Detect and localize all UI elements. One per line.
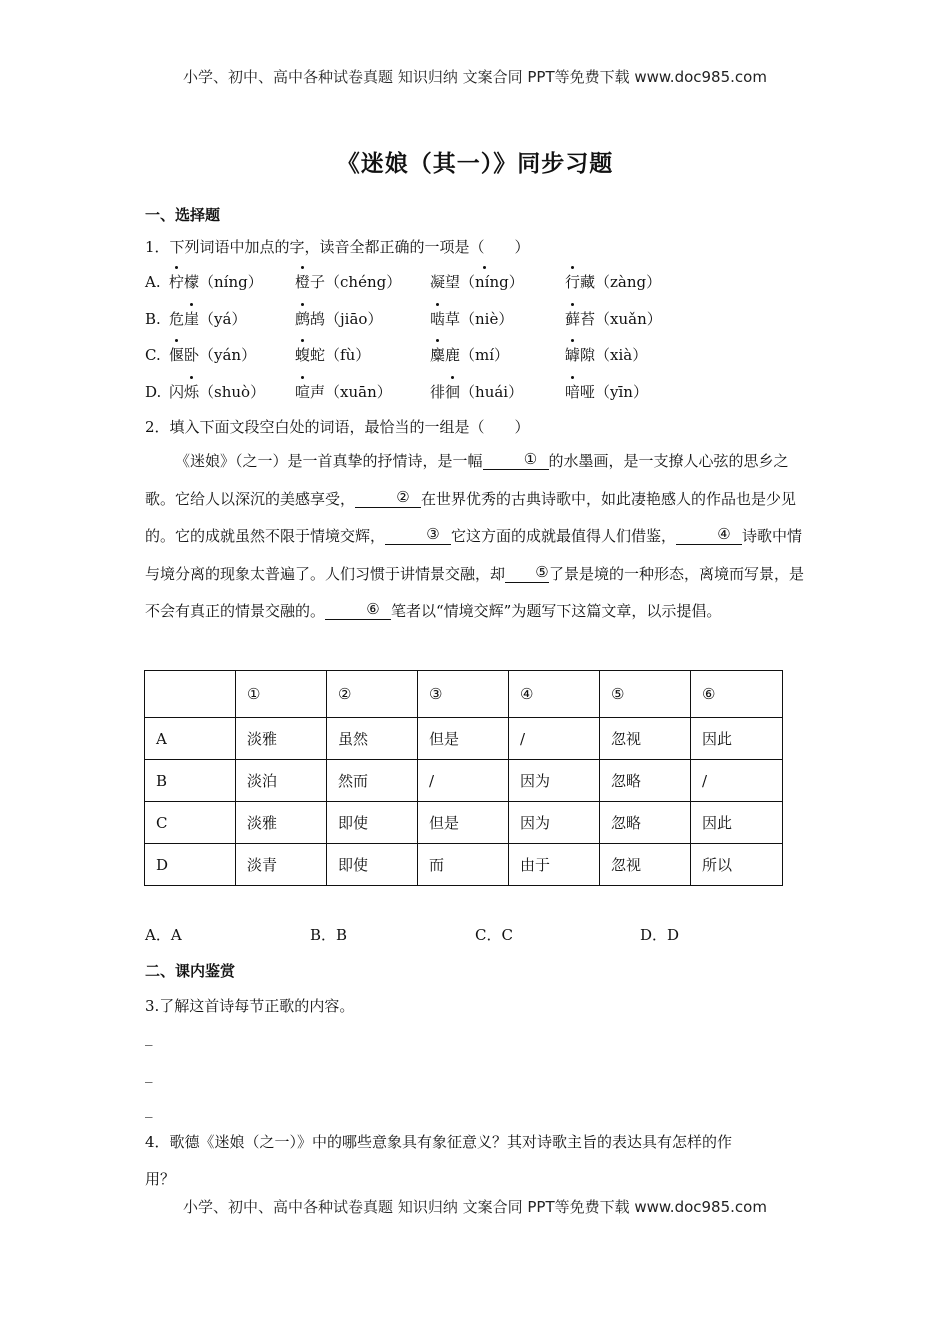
table-cell: 但是	[418, 802, 509, 844]
pinyin: （shuò）	[199, 383, 266, 401]
dotted-char: 望（níng）	[445, 269, 524, 295]
answer-line: _	[145, 1028, 153, 1046]
dotted-char: 橙	[295, 269, 310, 295]
blank-2: ②	[355, 487, 421, 508]
blank-4: ④	[676, 524, 742, 545]
pinyin: （huái）	[460, 383, 524, 401]
option-label: A.	[145, 273, 161, 291]
answer-option-c: C．C	[475, 926, 513, 944]
option-label: D.	[145, 383, 162, 401]
table-cell: /	[418, 760, 509, 802]
option-word-3	[430, 306, 513, 332]
word-start: 凝	[430, 273, 446, 291]
passage-text: 的水墨画，是一支撩人心弦的思乡之歌。它给人以深沉的美感享受，	[145, 452, 789, 508]
word-rest: 草（niè）	[445, 310, 514, 328]
table-cell: 忽略	[600, 802, 691, 844]
dotted-char: 偃	[169, 342, 184, 368]
table-cell	[145, 671, 236, 718]
option-word-3	[430, 269, 524, 295]
dotted-char: 喑	[565, 379, 580, 405]
passage-text: 它这方面的成就最值得人们借鉴，	[451, 527, 677, 545]
table-cell: 忽视	[600, 718, 691, 760]
option-word-1	[169, 269, 263, 295]
table-cell: 即使	[327, 802, 418, 844]
dotted-char: 罅	[565, 342, 580, 368]
question-2-stem: 2．填入下面文段空白处的词语，最恰当的一组是（ ）	[145, 418, 530, 436]
table-header-row	[145, 671, 783, 718]
blank-6: ⑥	[325, 599, 391, 620]
dotted-char: 蝮	[295, 342, 310, 368]
word-rest: 子（chéng）	[310, 273, 402, 291]
dotted-char: 喧	[295, 379, 310, 405]
table-cell: 忽视	[600, 844, 691, 886]
word-rest: 隙（xià）	[580, 346, 648, 364]
option-word-1	[169, 342, 256, 368]
dotted-char: 崖	[184, 306, 199, 332]
table-cell: A	[145, 718, 236, 760]
option-word-4	[565, 342, 647, 368]
option-word-3	[430, 342, 509, 368]
table-cell: 淡泊	[236, 760, 327, 802]
word-rest: 声（xuān）	[310, 383, 392, 401]
option-word-3	[430, 379, 523, 405]
dotted-char: 藓	[565, 306, 580, 332]
answer-option-d: D．D	[640, 926, 680, 944]
word-rest: 檬（níng）	[184, 273, 263, 291]
dotted-char: 行	[565, 269, 580, 295]
page-title: 《迷娘（其一）》同步习题	[336, 151, 614, 177]
word-start: 闪	[169, 383, 185, 401]
dotted-char: 啮	[430, 306, 445, 332]
pinyin: （yá）	[199, 310, 247, 328]
table-cell: ②	[327, 671, 418, 718]
option-word-1	[169, 379, 265, 405]
section-heading-1: 一、选择题	[145, 206, 221, 224]
answer-option-b: B．B	[310, 926, 348, 944]
word-rest: 卧（yán）	[184, 346, 257, 364]
passage-text: 在世界优秀的古典诗歌中，如此凄艳感人的作品也是少见的。它的成就虽然不限于情境交辉，	[145, 489, 797, 545]
passage-text: 笔者以“情境交辉”为题写下这篇文章，以示提倡。	[391, 602, 722, 620]
table-cell: 淡青	[236, 844, 327, 886]
dotted-char: 鹧	[295, 306, 310, 332]
table-cell: 因此	[691, 802, 783, 844]
word-rest: 哑（yīn）	[580, 383, 648, 401]
word-start: 危	[169, 310, 185, 328]
table-cell: 即使	[327, 844, 418, 886]
table-cell: /	[691, 760, 783, 802]
option-word-4	[565, 269, 661, 295]
blank-5: ⑤	[505, 562, 549, 583]
option-label: C.	[145, 346, 161, 364]
word-rest: 鹿（mí）	[445, 346, 510, 364]
option-word-2	[295, 342, 370, 368]
dotted-char: 柠	[169, 269, 184, 295]
option-word-1	[169, 306, 246, 332]
word-start: 徘	[430, 383, 446, 401]
table-cell: 淡雅	[236, 718, 327, 760]
table-row	[145, 802, 783, 844]
table-cell: ⑤	[600, 671, 691, 718]
dotted-char: 烁	[184, 379, 199, 405]
options-table	[144, 670, 783, 886]
table-cell: C	[145, 802, 236, 844]
table-cell: 由于	[509, 844, 600, 886]
question-1-stem: 1．下列词语中加点的字，读音全都正确的一项是（ ）	[145, 238, 530, 256]
option-word-2	[295, 306, 382, 332]
page-header: 小学、初中、高中各种试卷真题 知识归纳 文案合同 PPT等免费下载 www.doc985.com	[183, 68, 767, 86]
section-heading-2: 二、课内鉴赏	[145, 962, 236, 980]
table-row	[145, 718, 783, 760]
pinyin: （zàng）	[595, 273, 662, 291]
dotted-char: 麋	[430, 342, 445, 368]
option-label: B.	[145, 310, 161, 328]
table-cell: 因此	[691, 718, 783, 760]
passage-text: 诗歌中情与境分离的现象太普遍了。人们习惯于讲情景交融，却	[145, 527, 803, 583]
table-cell: ④	[509, 671, 600, 718]
table-cell: 所以	[691, 844, 783, 886]
answer-option-a: A．A	[145, 926, 182, 944]
table-cell: 然而	[327, 760, 418, 802]
answer-line: _	[145, 1065, 153, 1083]
option-word-4	[565, 379, 648, 405]
answer-line: _	[145, 1100, 153, 1118]
blank-3: ③	[385, 524, 451, 545]
dotted-char: 徊	[445, 379, 460, 405]
question-4-line-1: 4．歌德《迷娘（之一）》中的哪些意象具有象征意义？其对诗歌主旨的表达具有怎样的作	[145, 1133, 733, 1151]
table-cell: B	[145, 760, 236, 802]
word-rest: 鸪（jiāo）	[310, 310, 383, 328]
table-cell: 淡雅	[236, 802, 327, 844]
option-word-2	[295, 269, 401, 295]
table-cell: ①	[236, 671, 327, 718]
table-row	[145, 844, 783, 886]
option-word-4	[565, 306, 662, 332]
table-cell: 忽略	[600, 760, 691, 802]
word-rest: 苔（xuǎn）	[580, 310, 662, 328]
table-cell: 虽然	[327, 718, 418, 760]
question-4-line-2: 用？	[145, 1170, 176, 1188]
page-footer: 小学、初中、高中各种试卷真题 知识归纳 文案合同 PPT等免费下载 www.doc985.com	[183, 1198, 767, 1216]
table-cell: 因为	[509, 760, 600, 802]
table-cell: D	[145, 844, 236, 886]
passage-text: 《迷娘》（之一）是一首真挚的抒情诗，是一幅	[175, 452, 483, 470]
table-row	[145, 760, 783, 802]
table-cell: ⑥	[691, 671, 783, 718]
table-cell: 但是	[418, 718, 509, 760]
word-rest: 藏	[580, 273, 596, 291]
word-rest: 蛇（fù）	[310, 346, 371, 364]
blank-1: ①	[483, 449, 549, 470]
option-word-2	[295, 379, 392, 405]
table-cell: ③	[418, 671, 509, 718]
question-3: 3.了解这首诗每节正歌的内容。	[145, 997, 355, 1015]
table-cell: /	[509, 718, 600, 760]
table-cell: 因为	[509, 802, 600, 844]
table-cell: 而	[418, 844, 509, 886]
question-2-passage	[145, 443, 805, 631]
passage-text: 了景是境的一种形态，离境而写景，是不会有真正的情景交融的。	[145, 564, 805, 620]
